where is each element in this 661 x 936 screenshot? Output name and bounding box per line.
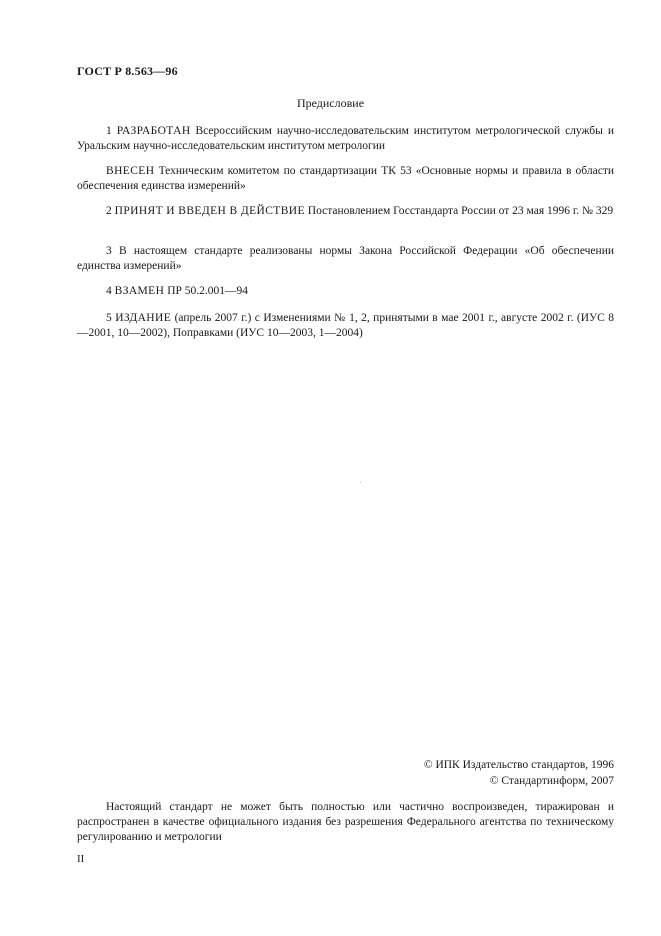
copyright-line-2: © Стандартинформ, 2007 <box>489 775 614 787</box>
copyright-line-1: © ИПК Издательство стандартов, 1996 <box>423 759 614 771</box>
reproduction-notice: Настоящий стандарт не может быть полностью или частично воспроизведен, тиражирован и распространен в качестве официального издания без разрешения Федерального агентства по техническому регулированию и метрологии <box>77 801 614 843</box>
item-2 <box>77 204 614 219</box>
item-5-number-visible: 5 <box>106 312 112 324</box>
section-title: Предисловие <box>296 96 365 110</box>
item-5 <box>77 311 614 341</box>
item-introduced-text: Техническим комитетом по стандартизации ТК 53 «Основные нормы и правила в области обеспечения единства измерений» <box>77 165 614 192</box>
page-number: II <box>77 853 85 865</box>
item-1-number: 1 <box>106 125 112 137</box>
item-1 <box>77 124 614 154</box>
item-3-number: 3 <box>106 245 112 257</box>
item-introduced <box>77 164 614 194</box>
item-4-text: ПР 50.2.001—94 <box>167 285 249 297</box>
item-3 <box>77 244 614 274</box>
scan-speck <box>360 482 361 483</box>
document-code-header: ГОСТ Р 8.563—96 <box>77 64 178 78</box>
item-2-heading: ПРИНЯТ И ВВЕДЕН В ДЕЙСТВИЕ <box>114 205 305 217</box>
item-5-heading: ИЗДАНИЕ <box>115 312 172 324</box>
item-2-text: Постановлением Госстандарта России от 23 мая 1996 г. № 329 <box>307 205 614 217</box>
item-introduced-heading: ВНЕСЕН <box>106 165 155 177</box>
item-1-text: Всероссийским научно-исследовательским институтом метрологической службы и Уральским научно-исследовательским институтом метрологии <box>77 125 614 152</box>
item-5-text: (апрель 2007 г.) с Изменениями № 1, 2, принятыми в мае 2001 г., августе 2002 г. (ИУС 8—2001, 10—2002), Поправками (ИУС 10—2003, 1—2004) <box>77 312 615 339</box>
item-4-heading: ВЗАМЕН <box>114 285 165 297</box>
item-4 <box>77 284 614 299</box>
item-4-number: 4 <box>106 285 112 297</box>
item-2-number: 2 <box>106 205 112 217</box>
item-3-text: В настоящем стандарте реализованы нормы Закона Российской Федерации «Об обеспечении единства измерений» <box>77 245 615 272</box>
item-1-heading: РАЗРАБОТАН <box>116 125 191 137</box>
